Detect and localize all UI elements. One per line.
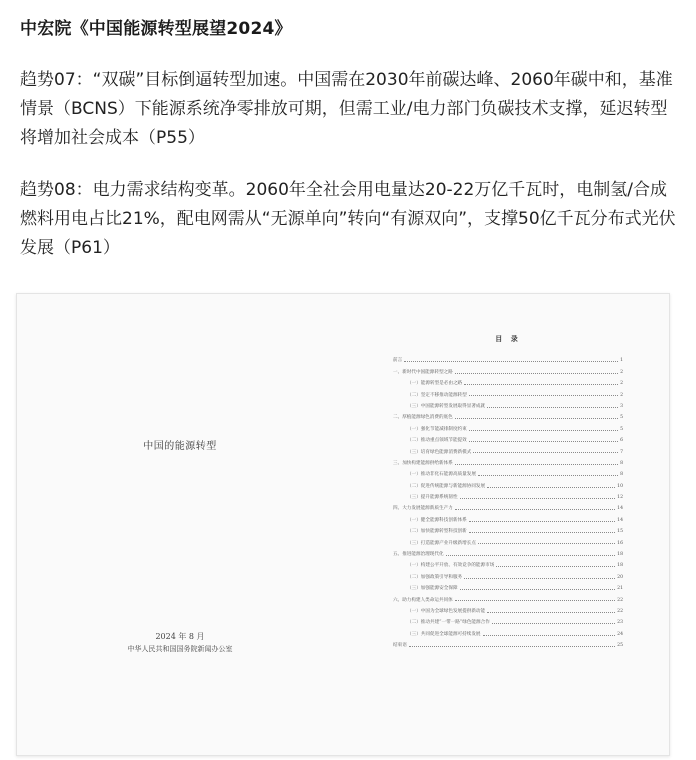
toc-entry-text: 结束语	[393, 643, 407, 649]
cover-date: 2024 年 8 月	[155, 632, 205, 641]
toc-entry	[393, 523, 623, 534]
toc-entry-text: 三、加快构建能源供给新体系	[393, 460, 453, 466]
toc-entry-page: 20	[617, 574, 623, 580]
toc-entry-page: 5	[620, 415, 623, 421]
toc-dot-leader	[487, 611, 615, 613]
toc-entry-text: （二）推动共建“一带一路”绿色能源合作	[407, 620, 490, 626]
toc-entry-page: 24	[617, 631, 623, 637]
toc-entry	[393, 625, 623, 636]
toc-entry-text: （二）坚定不移推动能源转型	[407, 392, 467, 398]
toc-entry-text: （三）加强能源安全保障	[407, 586, 458, 592]
toc-dot-leader	[469, 520, 615, 522]
toc-entry	[393, 477, 623, 488]
toc-dot-leader	[487, 406, 618, 408]
toc-entry-text: （三）提升能源系统韧性	[407, 495, 458, 501]
toc-dot-leader	[492, 622, 615, 624]
toc-dot-leader	[455, 508, 615, 510]
toc-entry-text: （一）中国为全球绿色发展提供新动能	[407, 608, 486, 614]
toc-entry-page: 18	[617, 552, 623, 558]
toc-entry-text: （一）推动非化石能源高质量发展	[407, 472, 476, 478]
toc-entry-page: 7	[620, 449, 623, 455]
toc-entry-text: （三）共同促进全球能源可持续发展	[407, 631, 481, 637]
toc-entry	[393, 432, 623, 443]
toc-dot-leader	[464, 577, 615, 579]
toc-entry	[393, 489, 623, 500]
toc-entry-text: （一）健全能源科技创新体系	[407, 517, 467, 523]
toc-entry-text: （一）强化节能减排制度约束	[407, 426, 467, 432]
toc-entry-text: 四、大力发展能源新质生产力	[393, 506, 453, 512]
toc-entry-text: （三）中国能源转型发展取得显著成就	[407, 403, 486, 409]
toc-entry-text: 前言	[393, 358, 403, 364]
toc-entry-text: （二）促进传统能源与新能源协同发展	[407, 483, 486, 489]
toc-dot-leader	[469, 429, 618, 431]
toc-entry	[393, 603, 623, 614]
toc-entry-page: 10	[617, 483, 623, 489]
toc-entry-text: （一）构建公平开放、有效竞争的能源市场	[407, 563, 495, 569]
toc-entry	[393, 443, 623, 454]
toc-entry	[393, 580, 623, 591]
toc-entry-page: 2	[620, 381, 623, 387]
toc-entry-text: 五、推进能源治理现代化	[393, 552, 444, 558]
toc-dot-leader	[404, 360, 618, 362]
toc-dot-leader	[478, 474, 618, 476]
toc-entry	[393, 420, 623, 431]
toc-dot-leader	[455, 599, 615, 601]
toc-entry	[393, 557, 623, 568]
toc-entry	[393, 500, 623, 511]
toc-entry-page: 22	[617, 608, 623, 614]
toc-entry	[393, 534, 623, 545]
toc-entry-text: 六、助力构建人类命运共同体	[393, 597, 453, 603]
toc-entry-text: （三）培育绿色能源消费新模式	[407, 449, 472, 455]
toc-entry	[393, 466, 623, 477]
toc-entry-page: 25	[617, 643, 623, 649]
toc-dot-leader	[473, 451, 618, 453]
toc-entry-text: （二）推动重点领域节能提效	[407, 438, 467, 444]
toc-entry-page: 6	[620, 438, 623, 444]
toc-dot-leader	[455, 372, 618, 374]
toc-entry	[393, 546, 623, 557]
toc-entry-text: （一）能源转型是必由之路	[407, 381, 463, 387]
toc-dot-leader	[496, 565, 615, 567]
toc-entry-page: 2	[620, 392, 623, 398]
toc-list	[393, 352, 623, 648]
toc-entry-text: 一、新时代中国能源转型之路	[393, 369, 453, 375]
toc-dot-leader	[455, 463, 618, 465]
toc-entry-page: 23	[617, 620, 623, 626]
toc-entry-text: （二）加强政策引导和服务	[407, 574, 463, 580]
article-title: 中宏院《中国能源转型展望2024》	[20, 19, 292, 39]
toc-entry-page: 18	[617, 563, 623, 569]
toc-dot-leader	[460, 588, 616, 590]
toc-entry-page: 8	[620, 460, 623, 466]
toc-entry	[393, 363, 623, 374]
toc-entry	[393, 386, 623, 397]
toc-entry-page: 3	[620, 403, 623, 409]
toc-entry-page: 2	[620, 369, 623, 375]
toc-entry	[393, 375, 623, 386]
toc-entry	[393, 398, 623, 409]
toc-entry-page: 8	[620, 472, 623, 478]
table-of-contents	[393, 334, 623, 648]
toc-entry-page: 1	[620, 358, 623, 364]
toc-dot-leader	[469, 440, 618, 442]
toc-dot-leader	[455, 417, 618, 419]
toc-dot-leader	[464, 383, 618, 385]
toc-dot-leader	[409, 645, 615, 647]
toc-dot-leader	[469, 394, 618, 396]
toc-dot-leader	[460, 497, 616, 499]
toc-entry	[393, 568, 623, 579]
toc-entry	[393, 455, 623, 466]
toc-entry-page: 16	[617, 540, 623, 546]
toc-entry	[393, 511, 623, 522]
toc-entry-page: 14	[617, 506, 623, 512]
trend-08-paragraph: 趋势08：电力需求结构变革。2060年全社会用电量达20-22万亿千瓦时，电制氢/合成燃料用电占比21%，配电网需从“无源单向”转向“有源双向”，支撑50亿千瓦分布式光伏发展（P61）	[20, 180, 676, 258]
document-cover-page	[17, 294, 343, 755]
toc-entry	[393, 591, 623, 602]
document-preview-image	[16, 293, 670, 756]
toc-dot-leader	[446, 554, 616, 556]
toc-dot-leader	[469, 531, 615, 533]
toc-entry	[393, 409, 623, 420]
toc-dot-leader	[478, 542, 615, 544]
toc-entry-page: 21	[617, 586, 623, 592]
toc-entry-text: 二、厚植能源绿色消费的底色	[393, 415, 453, 421]
toc-entry-page: 15	[617, 529, 623, 535]
toc-entry-text: （三）打造能源产业升级新增长点	[407, 540, 476, 546]
toc-dot-leader	[487, 486, 615, 488]
toc-entry-page: 5	[620, 426, 623, 432]
toc-heading: 目 录	[495, 334, 521, 343]
cover-publisher: 中华人民共和国国务院新闻办公室	[127, 645, 233, 653]
toc-entry-page: 14	[617, 517, 623, 523]
trend-07-paragraph: 趋势07：“双碳”目标倒逼转型加速。中国需在2030年前碳达峰、2060年碳中和，基准情景（BCNS）下能源系统净零排放可期，但需工业/电力部门负碳技术支撑，延迟转型将增加社会成本（P55）	[20, 70, 673, 148]
cover-title: 中国的能源转型	[143, 441, 217, 452]
toc-entry	[393, 352, 623, 363]
toc-entry-page: 22	[617, 597, 623, 603]
toc-entry-page: 12	[617, 495, 623, 501]
toc-entry-text: （二）加快能源转型科技创新	[407, 529, 467, 535]
toc-entry	[393, 637, 623, 648]
toc-dot-leader	[483, 634, 616, 636]
toc-entry	[393, 614, 623, 625]
